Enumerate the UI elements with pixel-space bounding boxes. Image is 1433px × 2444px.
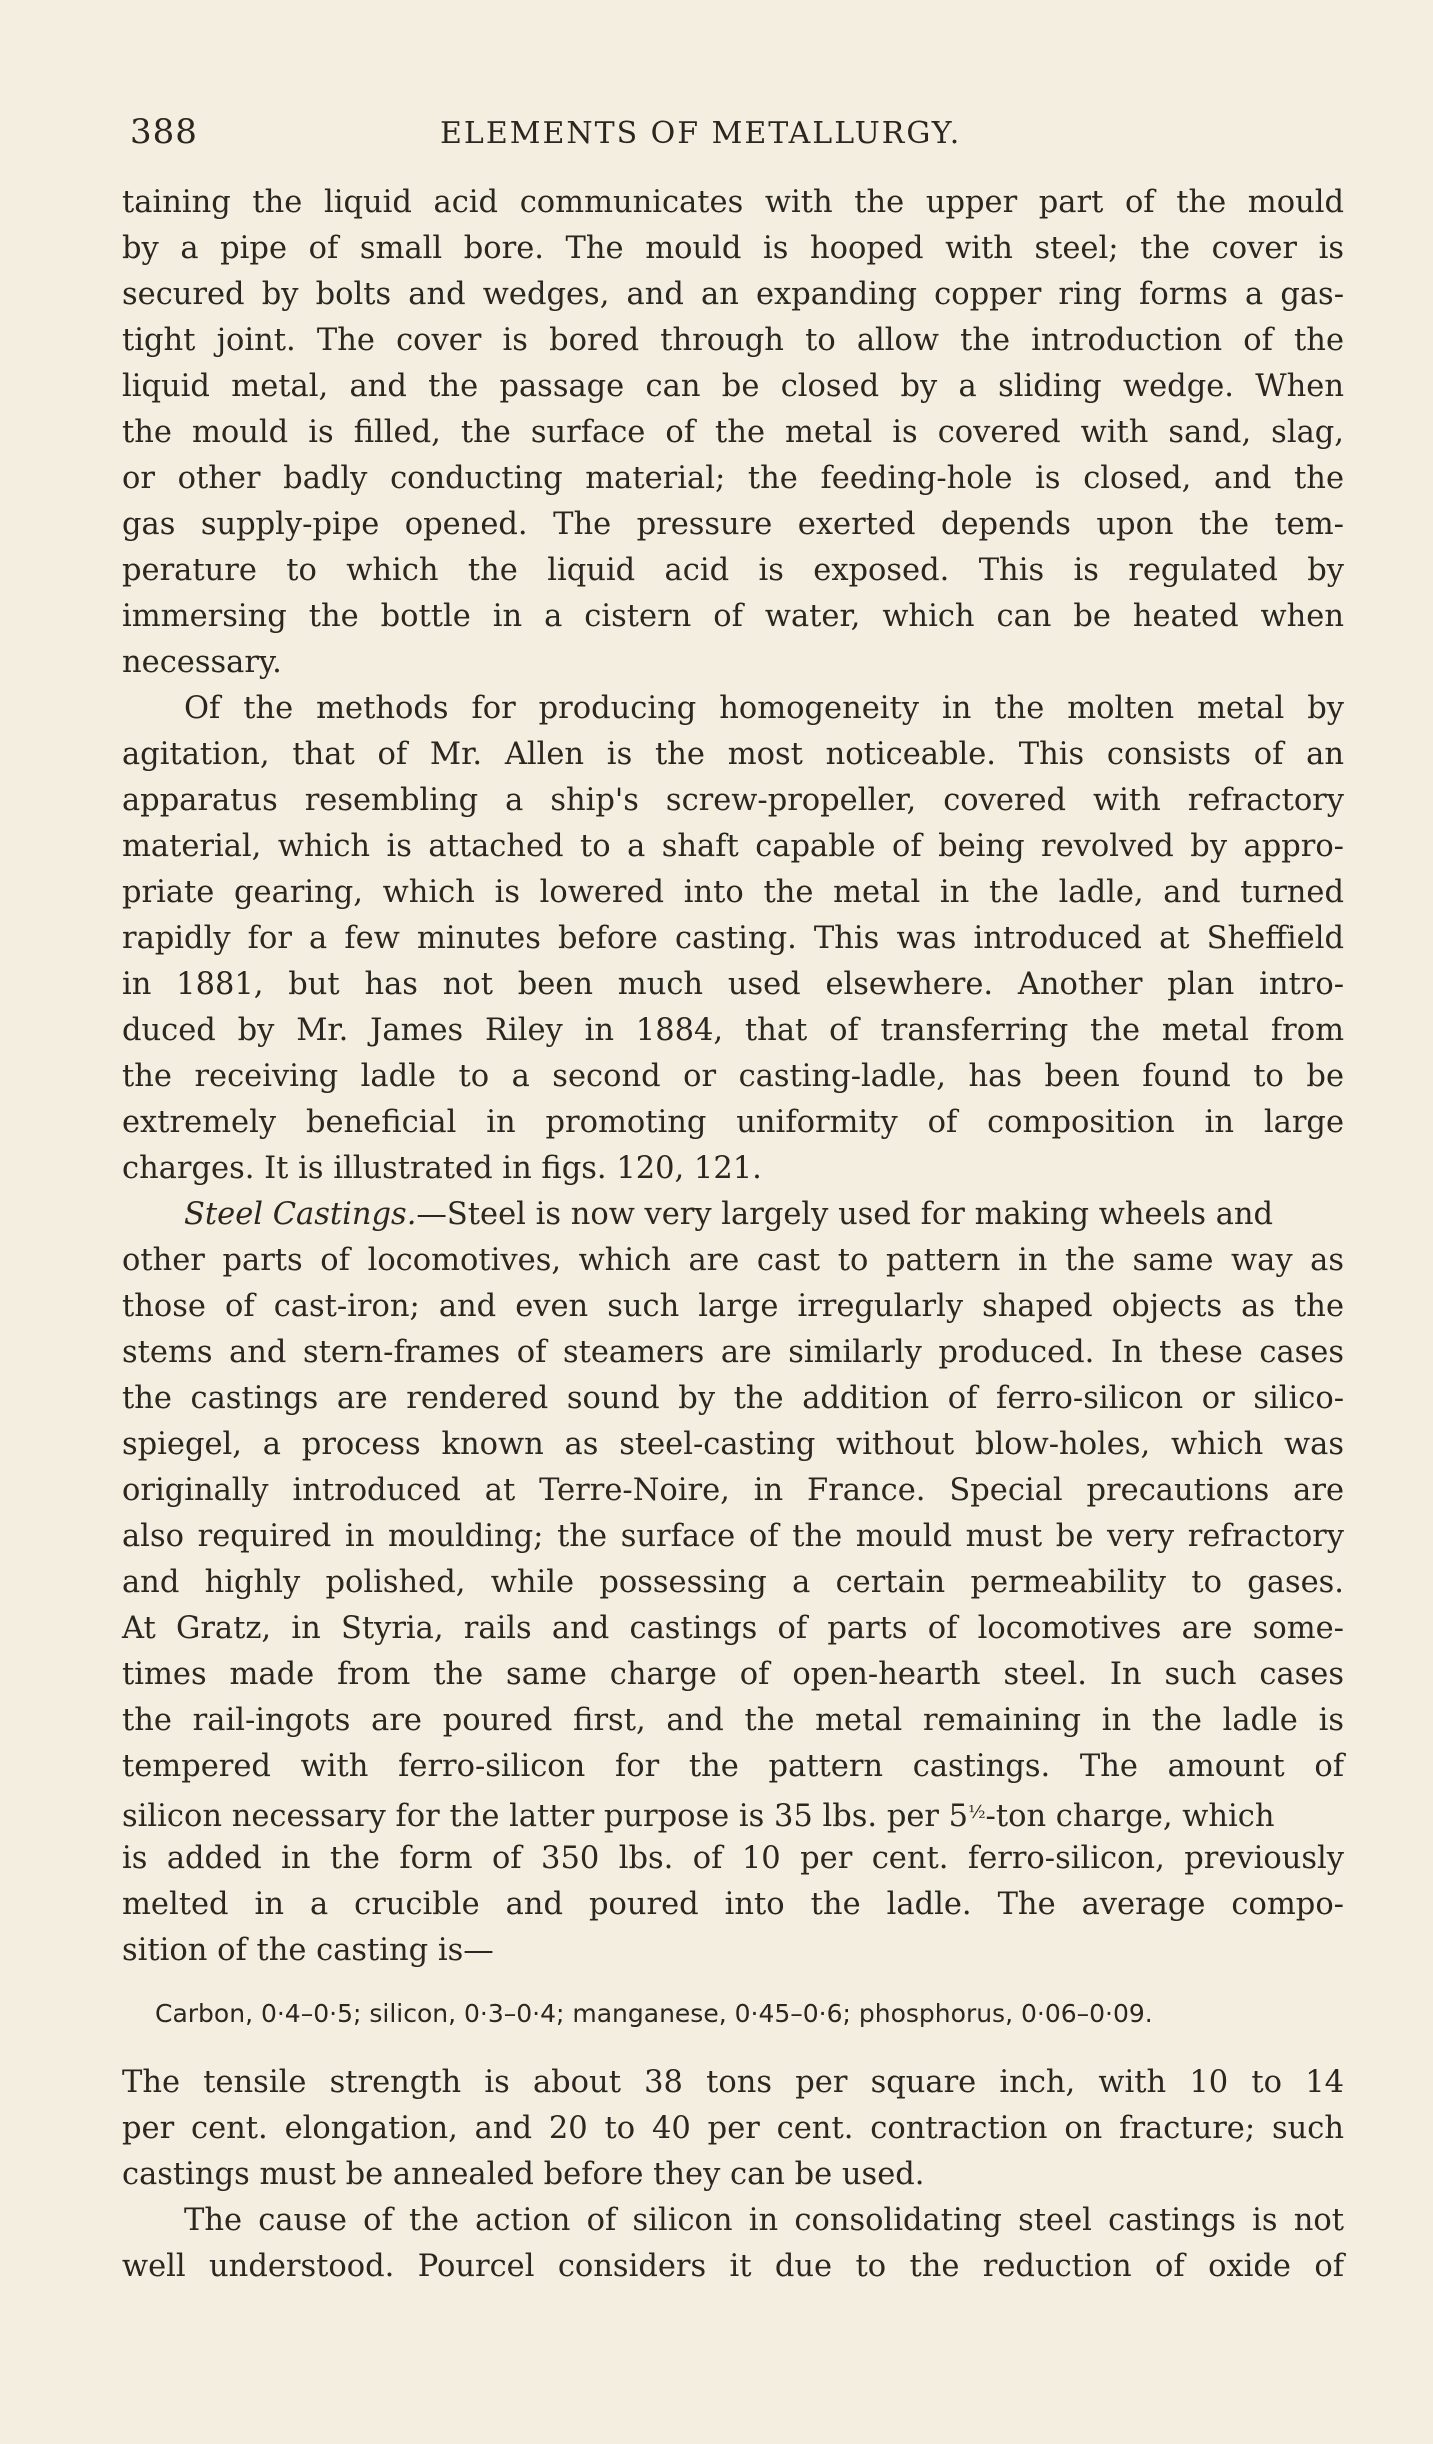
text-line: those of cast-iron; and even such large irregularly shaped objects as the bbox=[122, 1289, 1344, 1324]
text-line: apparatus resembling a ship's screw-propeller, covered with refractory bbox=[122, 783, 1344, 818]
text-line: and highly polished, while possessing a certain permeability to gases. bbox=[122, 1565, 1344, 1600]
text-line: per cent. elongation, and 20 to 40 per cent. contraction on fracture; such bbox=[122, 2111, 1344, 2146]
text-line bbox=[184, 1192, 1273, 1238]
text-line: the rail-ingots are poured first, and the metal remaining in the ladle is bbox=[122, 1703, 1344, 1738]
text-line: castings must be annealed before they can be used. bbox=[122, 2157, 925, 2192]
text-line: material, which is attached to a shaft capable of being revolved by appro- bbox=[122, 829, 1344, 864]
text-line: agitation, that of Mr. Allen is the most noticeable. This consists of an bbox=[122, 737, 1344, 772]
text-line: well understood. Pourcel considers it due to the reduction of oxide of bbox=[122, 2249, 1344, 2284]
text-line: The cause of the action of silicon in consolidating steel castings is not bbox=[184, 2203, 1344, 2238]
text-line: charges. It is illustrated in figs. 120, 121. bbox=[122, 1151, 762, 1186]
composition-line: Carbon, 0·4–0·5; silicon, 0·3–0·4; manganese, 0·45–0·6; phosphorus, 0·06–0·09. bbox=[155, 1999, 1153, 2028]
text-line: necessary. bbox=[122, 645, 282, 680]
page-number: 388 bbox=[130, 112, 198, 152]
text-line: melted in a crucible and poured into the ladle. The average compo- bbox=[122, 1887, 1344, 1922]
text-line: or other badly conducting material; the feeding-hole is closed, and the bbox=[122, 461, 1344, 496]
section-heading: Steel Castings. bbox=[184, 1197, 417, 1232]
fraction: ½ bbox=[968, 1802, 986, 1823]
text-line: originally introduced at Terre-Noire, in France. Special precautions are bbox=[122, 1473, 1344, 1508]
text-line: stems and stern-frames of steamers are similarly produced. In these cases bbox=[122, 1335, 1344, 1370]
text-line: secured by bolts and wedges, and an expanding copper ring forms a gas- bbox=[122, 277, 1344, 312]
text-line: by a pipe of small bore. The mould is hooped with steel; the cover is bbox=[122, 231, 1344, 266]
text-line: spiegel, a process known as steel-casting without blow-holes, which was bbox=[122, 1427, 1344, 1462]
text-line: duced by Mr. James Riley in 1884, that of transferring the metal from bbox=[122, 1013, 1344, 1048]
text-line: taining the liquid acid communicates with the upper part of the mould bbox=[122, 185, 1344, 220]
text-line: extremely beneficial in promoting uniformity of composition in large bbox=[122, 1105, 1344, 1140]
text-line: other parts of locomotives, which are cast to pattern in the same way as bbox=[122, 1243, 1344, 1278]
text-line: priate gearing, which is lowered into the metal in the ladle, and turned bbox=[122, 875, 1344, 910]
text-line: At Gratz, in Styria, rails and castings of parts of locomotives are some- bbox=[122, 1611, 1344, 1646]
text-line: tight joint. The cover is bored through to allow the introduction of the bbox=[122, 323, 1344, 358]
text-run: -ton charge, which bbox=[985, 1799, 1275, 1834]
text-line: perature to which the liquid acid is exposed. This is regulated by bbox=[122, 553, 1344, 588]
text-line: rapidly for a few minutes before casting. This was introduced at Sheffield bbox=[122, 921, 1344, 956]
text-line: the receiving ladle to a second or casting-ladle, has been found to be bbox=[122, 1059, 1344, 1094]
text-line: liquid metal, and the passage can be closed by a sliding wedge. When bbox=[122, 369, 1344, 404]
text-line: The tensile strength is about 38 tons per square inch, with 10 to 14 bbox=[122, 2065, 1344, 2100]
text-line: times made from the same charge of open-hearth steel. In such cases bbox=[122, 1657, 1344, 1692]
text-run: silicon necessary for the latter purpose is 35 lbs. per 5 bbox=[122, 1799, 969, 1834]
text-run: —Steel is now very largely used for making wheels and bbox=[416, 1197, 1274, 1232]
text-line: immersing the bottle in a cistern of water, which can be heated when bbox=[122, 599, 1344, 634]
text-line bbox=[122, 1790, 1344, 1836]
text-line: in 1881, but has not been much used elsewhere. Another plan intro- bbox=[122, 967, 1344, 1002]
running-title: ELEMENTS OF METALLURGY. bbox=[440, 116, 962, 151]
text-line: gas supply-pipe opened. The pressure exerted depends upon the tem- bbox=[122, 507, 1344, 542]
text-line: sition of the casting is— bbox=[122, 1933, 494, 1968]
text-line: is added in the form of 350 lbs. of 10 per cent. ferro-silicon, previously bbox=[122, 1841, 1344, 1876]
text-line: the mould is filled, the surface of the metal is covered with sand, slag, bbox=[122, 415, 1344, 450]
text-line: tempered with ferro-silicon for the pattern castings. The amount of bbox=[122, 1749, 1344, 1784]
text-line: the castings are rendered sound by the addition of ferro-silicon or silico- bbox=[122, 1381, 1344, 1416]
text-line: Of the methods for producing homogeneity in the molten metal by bbox=[184, 691, 1344, 726]
text-line: also required in moulding; the surface of the mould must be very refractory bbox=[122, 1519, 1344, 1554]
running-head bbox=[130, 112, 1360, 162]
